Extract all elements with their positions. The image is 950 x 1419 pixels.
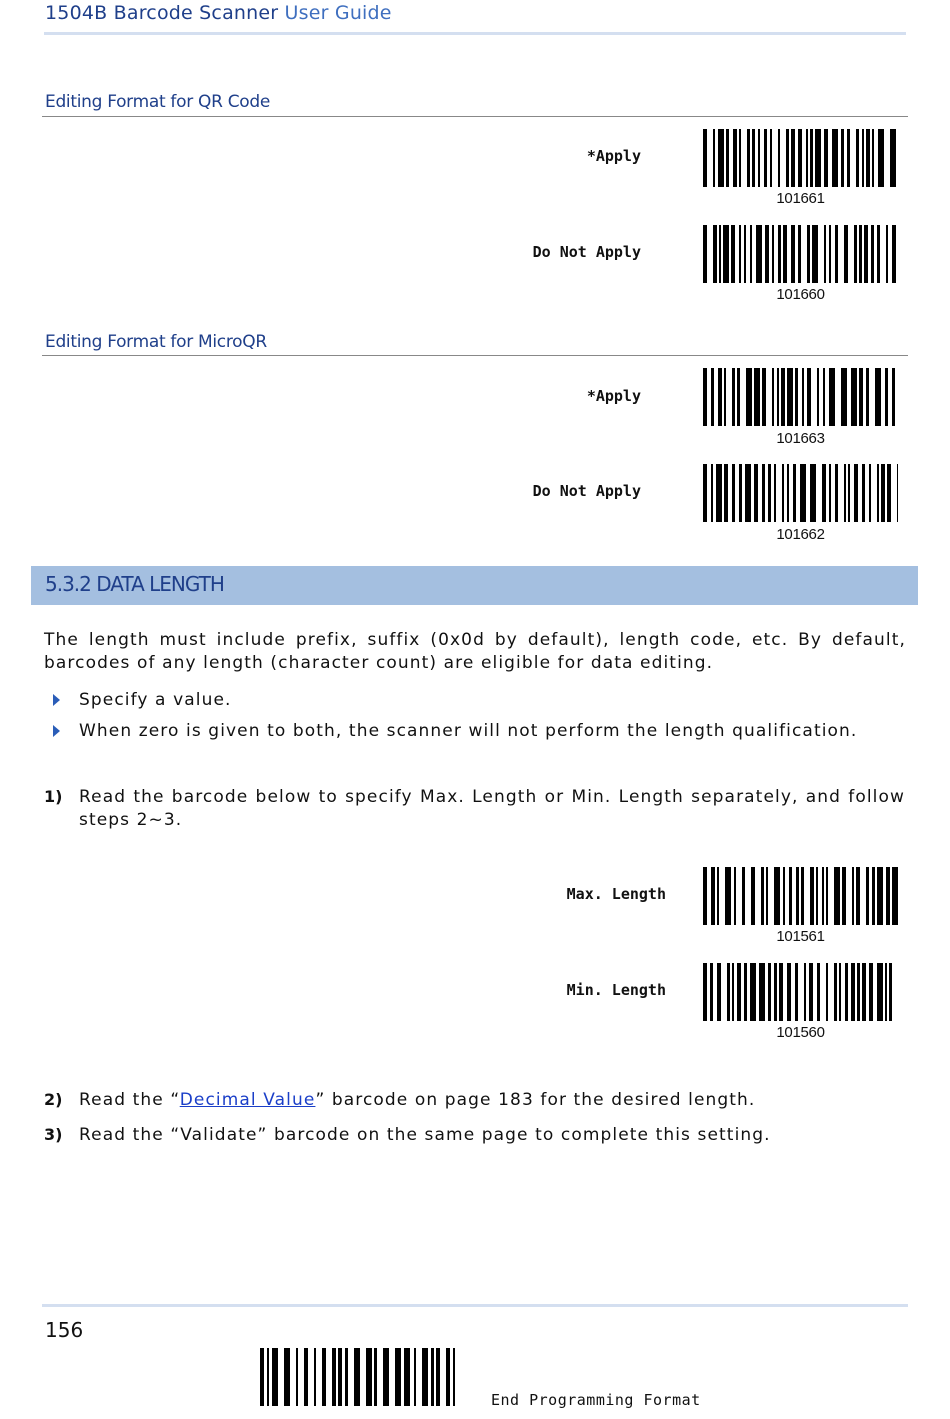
section-title-qr-code: Editing Format for QR Code [45, 92, 271, 112]
bullet-arrow-icon [53, 694, 60, 706]
step-text-pre: Read the “ [79, 1090, 180, 1110]
option-label-do-not-apply: Do Not Apply [532, 243, 641, 261]
section-heading-data-length: 5.3.2 DATA LENGTH [45, 572, 224, 596]
step-text-post: ” barcode on page 183 for the desired length. [315, 1090, 756, 1110]
header-title-main: 1504B Barcode Scanner [45, 2, 279, 24]
barcode-number: 101663 [776, 430, 825, 447]
step-text [79, 1089, 905, 1112]
step-number: 1) [44, 787, 63, 806]
header-divider [44, 32, 906, 35]
barcode-max-length[interactable] [703, 867, 898, 925]
option-label-apply: *Apply [586, 387, 641, 405]
barcode-qr-do-not-apply[interactable] [703, 225, 898, 283]
barcode-qr-apply[interactable] [703, 129, 898, 187]
option-label-min-length: Min. Length [566, 981, 666, 999]
bullet-item: When zero is given to both, the scanner will not perform the length qualification. [79, 721, 858, 741]
decimal-value-link[interactable]: Decimal Value [179, 1090, 316, 1110]
step-number: 3) [44, 1125, 63, 1144]
option-label-do-not-apply: Do Not Apply [532, 482, 641, 500]
barcode-number: 101561 [776, 928, 825, 945]
footer-divider [42, 1304, 908, 1307]
barcode-number: 101560 [776, 1024, 825, 1041]
document-header-title [45, 2, 392, 24]
intro-paragraph: The length must include prefix, suffix (0x0d by default), length code, etc. By default, barcodes of any length (character count) are eligible for data editing. [44, 630, 906, 673]
barcode-number: 101662 [776, 526, 825, 543]
bullet-item: Specify a value. [79, 690, 232, 710]
barcode-end-programming-format[interactable] [260, 1348, 455, 1406]
section-title-microqr: Editing Format for MicroQR [45, 332, 267, 352]
barcode-number: 101660 [776, 286, 825, 303]
page-number: 156 [45, 1318, 84, 1342]
step-number: 2) [44, 1090, 63, 1109]
header-title-sub: User Guide [284, 2, 392, 24]
bullet-arrow-icon [53, 725, 60, 737]
barcode-microqr-apply[interactable] [703, 368, 898, 426]
barcode-microqr-do-not-apply[interactable] [703, 464, 898, 522]
option-label-max-length: Max. Length [566, 885, 666, 903]
end-programming-format-label: End Programming Format [491, 1391, 701, 1409]
barcode-min-length[interactable] [703, 963, 898, 1021]
section-divider [42, 116, 908, 117]
section-divider [42, 355, 908, 356]
step-text: Read the barcode below to specify Max. Length or Min. Length separately, and follow steps 2~3. [79, 787, 905, 830]
option-label-apply: *Apply [586, 147, 641, 165]
step-text: Read the “Validate” barcode on the same page to complete this setting. [79, 1125, 771, 1145]
barcode-number: 101661 [776, 190, 825, 207]
